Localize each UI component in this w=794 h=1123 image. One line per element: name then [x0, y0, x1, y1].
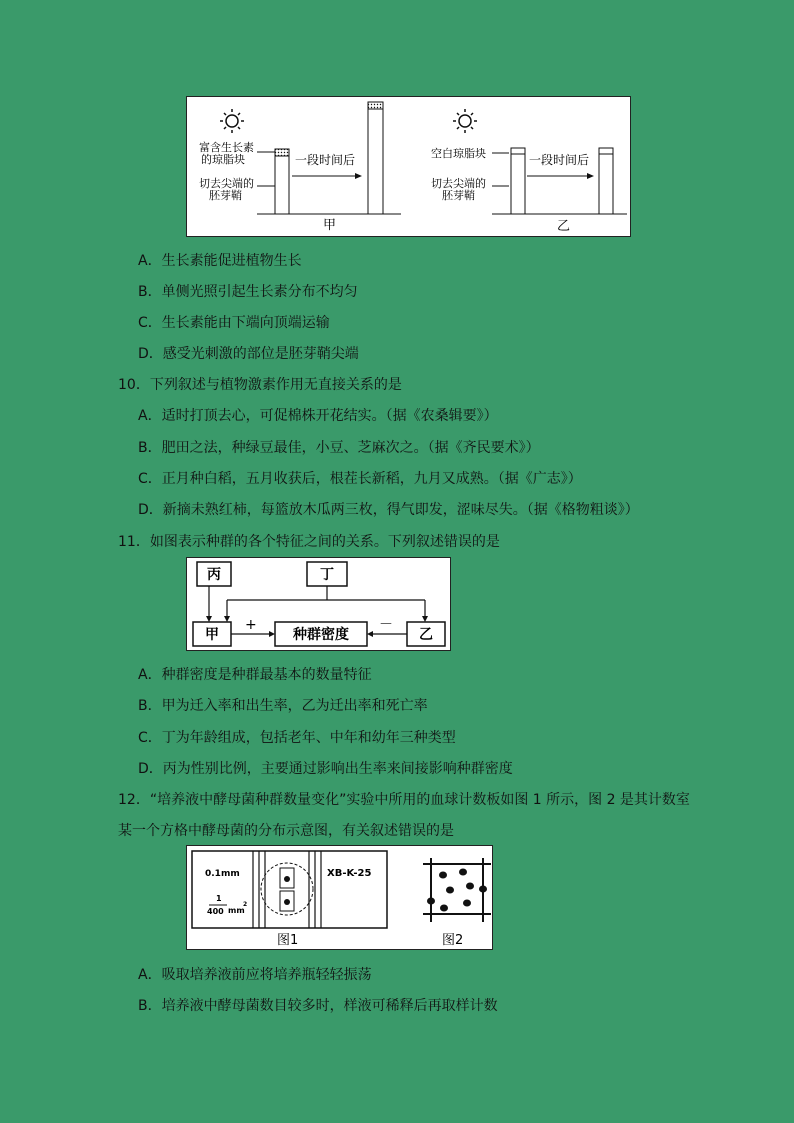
q10-option-c: C．正月种白稻，五月收获后，根茬长新稻，九月又成熟。（据《广志》） — [138, 471, 582, 487]
hemocytometer-svg — [187, 846, 492, 949]
area-unit: mm — [228, 906, 245, 915]
q12-option-a: A．吸取培养液前应将培养瓶轻轻振荡 — [138, 967, 372, 983]
coleoptile-left-before — [275, 156, 289, 214]
label-coleoptile-left-2: 胚芽鞘 — [209, 189, 242, 202]
q9-option-b: B．单侧光照引起生长素分布不均匀 — [138, 284, 358, 300]
q11-option-c: C．丁为年龄组成，包括老年、中年和幼年三种类型 — [138, 730, 456, 746]
yeast-cells — [427, 869, 487, 912]
box-density-label: 种群密度 — [293, 627, 349, 643]
area-numerator: 1 — [216, 894, 222, 903]
q10-stem: 10．下列叙述与植物激素作用无直接关系的是 — [118, 377, 402, 393]
depth-label: 0.1mm — [205, 869, 240, 879]
q10-option-a: A．适时打顶去心，可促棉株开花结实。（据《农桑辑要》） — [138, 408, 498, 424]
coleoptile-diagram — [187, 97, 630, 236]
box-ding-label: 丁 — [320, 567, 334, 583]
q11-option-a: A．种群密度是种群最基本的数量特征 — [138, 667, 372, 683]
area-exponent: 2 — [243, 901, 248, 908]
label-auxin-agar-1: 富含生长素 — [199, 141, 254, 154]
caption-fig1: 图1 — [277, 933, 299, 948]
blank-agar-block — [511, 148, 525, 154]
box-bing-label: 丙 — [207, 567, 221, 583]
population-diagram-svg — [187, 558, 450, 650]
coleoptile-right-after — [599, 154, 613, 214]
q11-option-d: D．丙为性别比例，主要通过影响出生率来间接影响种群密度 — [138, 761, 513, 777]
q12-stem-2: 某一个方格中酵母菌的分布示意图，有关叙述错误的是 — [118, 823, 454, 839]
q11-option-b: B．甲为迁入率和出生率，乙为迁出率和死亡率 — [138, 698, 428, 714]
caption-yi: 乙 — [557, 219, 571, 234]
label-auxin-agar-2: 的琼脂块 — [201, 153, 245, 166]
q9-option-a: A．生长素能促进植物生长 — [138, 253, 302, 269]
arrow-text-left: 一段时间后 — [295, 153, 356, 167]
label-coleoptile-right-2: 胚芽鞘 — [442, 189, 475, 202]
sun-icon-left — [220, 109, 244, 133]
q9-option-c: C．生长素能由下端向顶端运输 — [138, 315, 330, 331]
caption-fig2: 图2 — [442, 933, 464, 948]
coleoptile-figure — [186, 96, 631, 237]
minus-sign: － — [379, 617, 393, 633]
caption-jia: 甲 — [323, 218, 337, 233]
arrow-text-right: 一段时间后 — [529, 153, 590, 167]
label-coleoptile-left-1: 切去尖端的 — [199, 177, 254, 190]
q11-stem: 11．如图表示种群的各个特征之间的关系。下列叙述错误的是 — [118, 534, 500, 550]
population-diagram — [186, 557, 451, 651]
q9-option-d: D．感受光刺激的部位是胚芽鞘尖端 — [138, 346, 359, 362]
board-code: XB-K-25 — [327, 868, 372, 879]
area-denominator: 400 — [207, 907, 224, 916]
q12-stem-1: 12．“培养液中酵母菌种群数量变化”实验中所用的血球计数板如图 1 所示，图 2 是其计数室 — [118, 792, 690, 808]
q12-option-b: B．培养液中酵母菌数目较多时，样液可稀释后再取样计数 — [138, 998, 498, 1014]
box-yi-label: 乙 — [419, 627, 433, 643]
plus-sign: + — [245, 617, 257, 633]
sun-icon-right — [453, 109, 477, 133]
box-jia-label: 甲 — [205, 627, 219, 643]
hemocytometer-figure — [186, 845, 493, 950]
label-blank-agar: 空白琼脂块 — [431, 147, 486, 160]
label-coleoptile-right-1: 切去尖端的 — [431, 177, 486, 190]
counting-board — [192, 851, 387, 928]
coleoptile-right-before — [511, 154, 525, 214]
q10-option-d: D．新摘未熟红柿，每篮放木瓜两三枚，得气即发，涩味尽失。（据《格物粗谈》） — [138, 502, 639, 518]
q10-option-b: B．肥田之法，种绿豆最佳，小豆、芝麻次之。（据《齐民要术》） — [138, 440, 540, 456]
coleoptile-left-after — [368, 109, 383, 214]
